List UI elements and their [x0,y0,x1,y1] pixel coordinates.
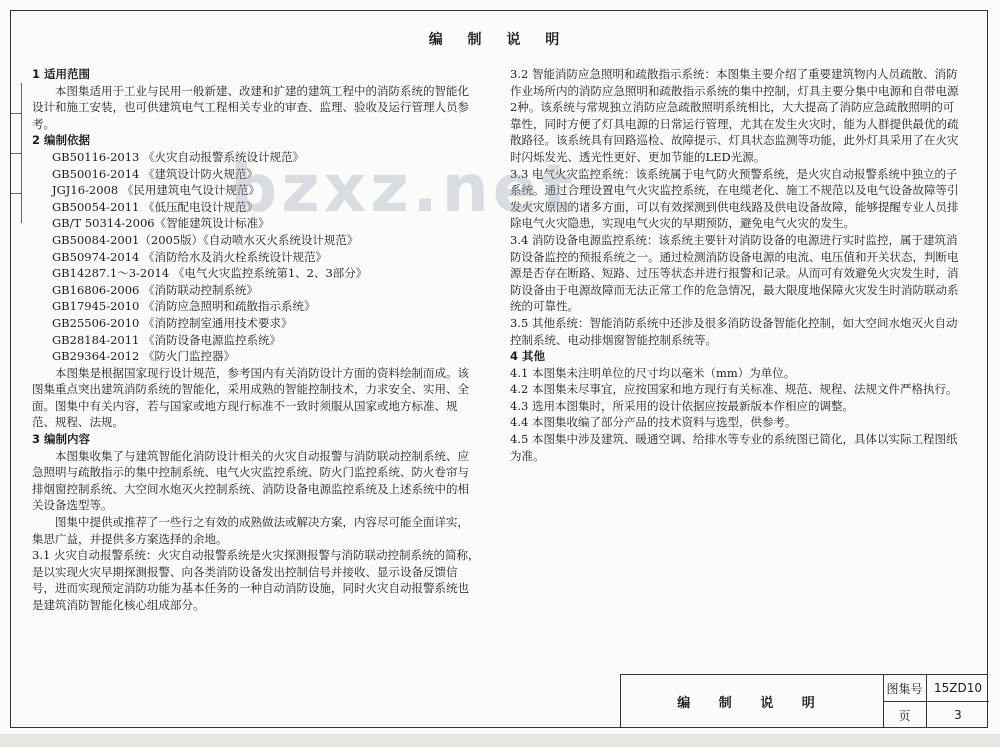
page-label: 页 [883,702,927,728]
binding-strip [11,83,22,223]
paragraph: 本图集是根据国家现行设计规范，参考国内有关消防设计方面的资料绘制而成。该图集重点突出建筑消防系统的智能化，采用成熟的智能控制技术，力求安全、实用、全面。图集中有关内容，若与国家或地方现行标准不一致时须服从国家或地方标准、规范、规程、法规。 [32,365,469,430]
section-heading: 2 编制依据 [32,133,91,148]
paragraph: 图集中提供或推荐了一些行之有效的成熟做法或解决方案，内容尽可能全面详实，集思广益，并提供多方案选择的余地。 [32,515,469,546]
standard-item: GB28184-2011 《消防设备电源监控系统》 [52,332,282,347]
atlas-number-label: 图集号 [883,675,927,702]
subsection-3-4: 3.4 消防设备电源监控系统：该系统主要针对消防设备的电源进行实时监控，属于建筑消防设备监控的预报系统之一。通过检测消防设备电源的电流、电压值和开关状态，判断电源是否存在断路、短路、过压等状态并进行报警和记录。从而可有效避免火灾发生时，消防设备由于电源故障而无法正常工作的危急情况，最大限度地保障火灾发生时消防联动系统的可靠性。 [510,232,959,314]
title-block [620,674,988,728]
standard-item: JGJ16-2008 《民用建筑电气设计规范》 [52,183,260,198]
standard-item: GB50084-2001（2005版）《自动喷水灭火系统设计规范》 [52,232,359,247]
standard-item: GB/T 50314-2006《智能建筑设计标准》 [52,216,270,231]
page-title: 编 制 说 明 [428,32,570,48]
left-column [32,66,480,614]
page-number: 3 [954,708,962,722]
standard-item: GB50116-2013 《火灾自动报警系统设计规范》 [52,149,305,164]
note-4-1: 4.1 本图集未注明单位的尺寸均以毫米（mm）为单位。 [510,365,796,380]
section-heading: 3 编制内容 [32,432,91,447]
note-4-2: 4.2 本图集未尽事宜，应按国家和地方现行有关标准、规范、规程、法规文件严格执行。 [510,382,958,397]
standard-item: GB16806-2006 《消防联动控制系统》 [52,282,259,297]
subsection-3-1: 3.1 火灾自动报警系统：火灾自动报警系统是火灾探测报警与消防联动控制系统的简称，是以实现火灾早期探测报警、向各类消防设备发出控制信号并接收、显示设备反馈信号，进而实现预定消防功能为基本任务的一种自动消防设施，同时火灾自动报警系统也是建筑消防智能化核心组成部分。 [32,548,480,612]
scan-margin [0,734,1000,747]
note-4-5: 4.5 本图集中涉及建筑、暖通空调、给排水等专业的系统图已简化，具体以实际工程图纸为准。 [510,432,958,463]
strip-divider [11,193,21,194]
standard-item: GB14287.1～3-2014 《电气火灾监控系统第1、2、3部分》 [52,266,368,281]
standard-item: GB50016-2014 《建筑设计防火规范》 [52,166,259,181]
standard-item: GB50054-2011 《低压配电设计规范》 [52,199,259,214]
subsection-3-2: 3.2 智能消防应急照明和疏散指示系统：本图集主要介绍了重要建筑物内人员疏散、消防作业场所内的消防应急照明和疏散指示系统的集中控制，灯具主要分集中电源和自带电源2种。该系统与常规独立消防应急疏散照明系统相比，大大提高了消防应急疏散照明的可靠性，同时方便了灯具电源的日常运行管理，尤其在发生火灾时，能为人群提供最优的疏散路径。该系统具有回路巡检、故障提示、灯具状态监测等功能，此外灯具采用了在火灾时闪烁发光、透光性更好、更加节能的LED光源。 [510,67,959,164]
paragraph: 本图集收集了与建筑智能化消防设计相关的火灾自动报警与消防联动控制系统、应急照明与疏散指示的集中控制系统、电气火灾监控系统、防火门监控系统、防火卷帘与排烟窗控制系统、大空间水炮灭火控制系统、消防设备电源监控系统及上述系统中的相关设备选型等。 [32,448,469,513]
note-4-4: 4.4 本图集收编了部分产品的技术资料与选型，供参考。 [510,415,797,430]
subsection-3-3: 3.3 电气火灾监控系统：该系统属于电气防火预警系统，是火灾自动报警系统中独立的子系统。通过合理设置电气火灾监控系统，在电缆老化、施工不规范以及电气设备故障等引发火灾原因的诸多方面，可以有效探测到供电线路及供电设备故障，能够提醒专业人员排除电气火灾隐患，实现电气火灾的早期预防，避免电气火灾的发生。 [510,166,959,231]
standard-item: GB17945-2010 《消防应急照明和疏散指示系统》 [52,299,316,314]
right-column [510,66,960,464]
title-block-name: 编 制 说 明 [621,675,884,728]
watermark: bzxz.net [230,150,578,227]
standard-item: GB25506-2010 《消防控制室通用技术要求》 [52,315,293,330]
standard-item: GB50974-2014 《消防给水及消火栓系统设计规范》 [52,249,328,264]
subsection-3-5: 3.5 其他系统：智能消防系统中还涉及很多消防设备智能化控制，如大空间水炮灭火自动控制系统、电动排烟窗智能控制系统等。 [510,315,958,347]
section-heading: 4 其他 [510,349,546,364]
atlas-number-value: 15ZD10 [927,675,989,702]
strip-divider [11,113,21,114]
strip-divider [11,153,21,154]
standard-item: GB29364-2012 《防火门监控器》 [52,349,236,364]
section-heading: 1 适用范围 [32,67,91,81]
paragraph: 本图集适用于工业与民用一般新建、改建和扩建的建筑工程中的消防系统的智能化设计和施工安装，也可供建筑电气工程相关专业的审查、监理、验收及运行管理人员参考。 [32,83,469,131]
note-4-3: 4.3 选用本图集时，所采用的设计依据应按最新版本作相应的调整。 [510,398,854,413]
